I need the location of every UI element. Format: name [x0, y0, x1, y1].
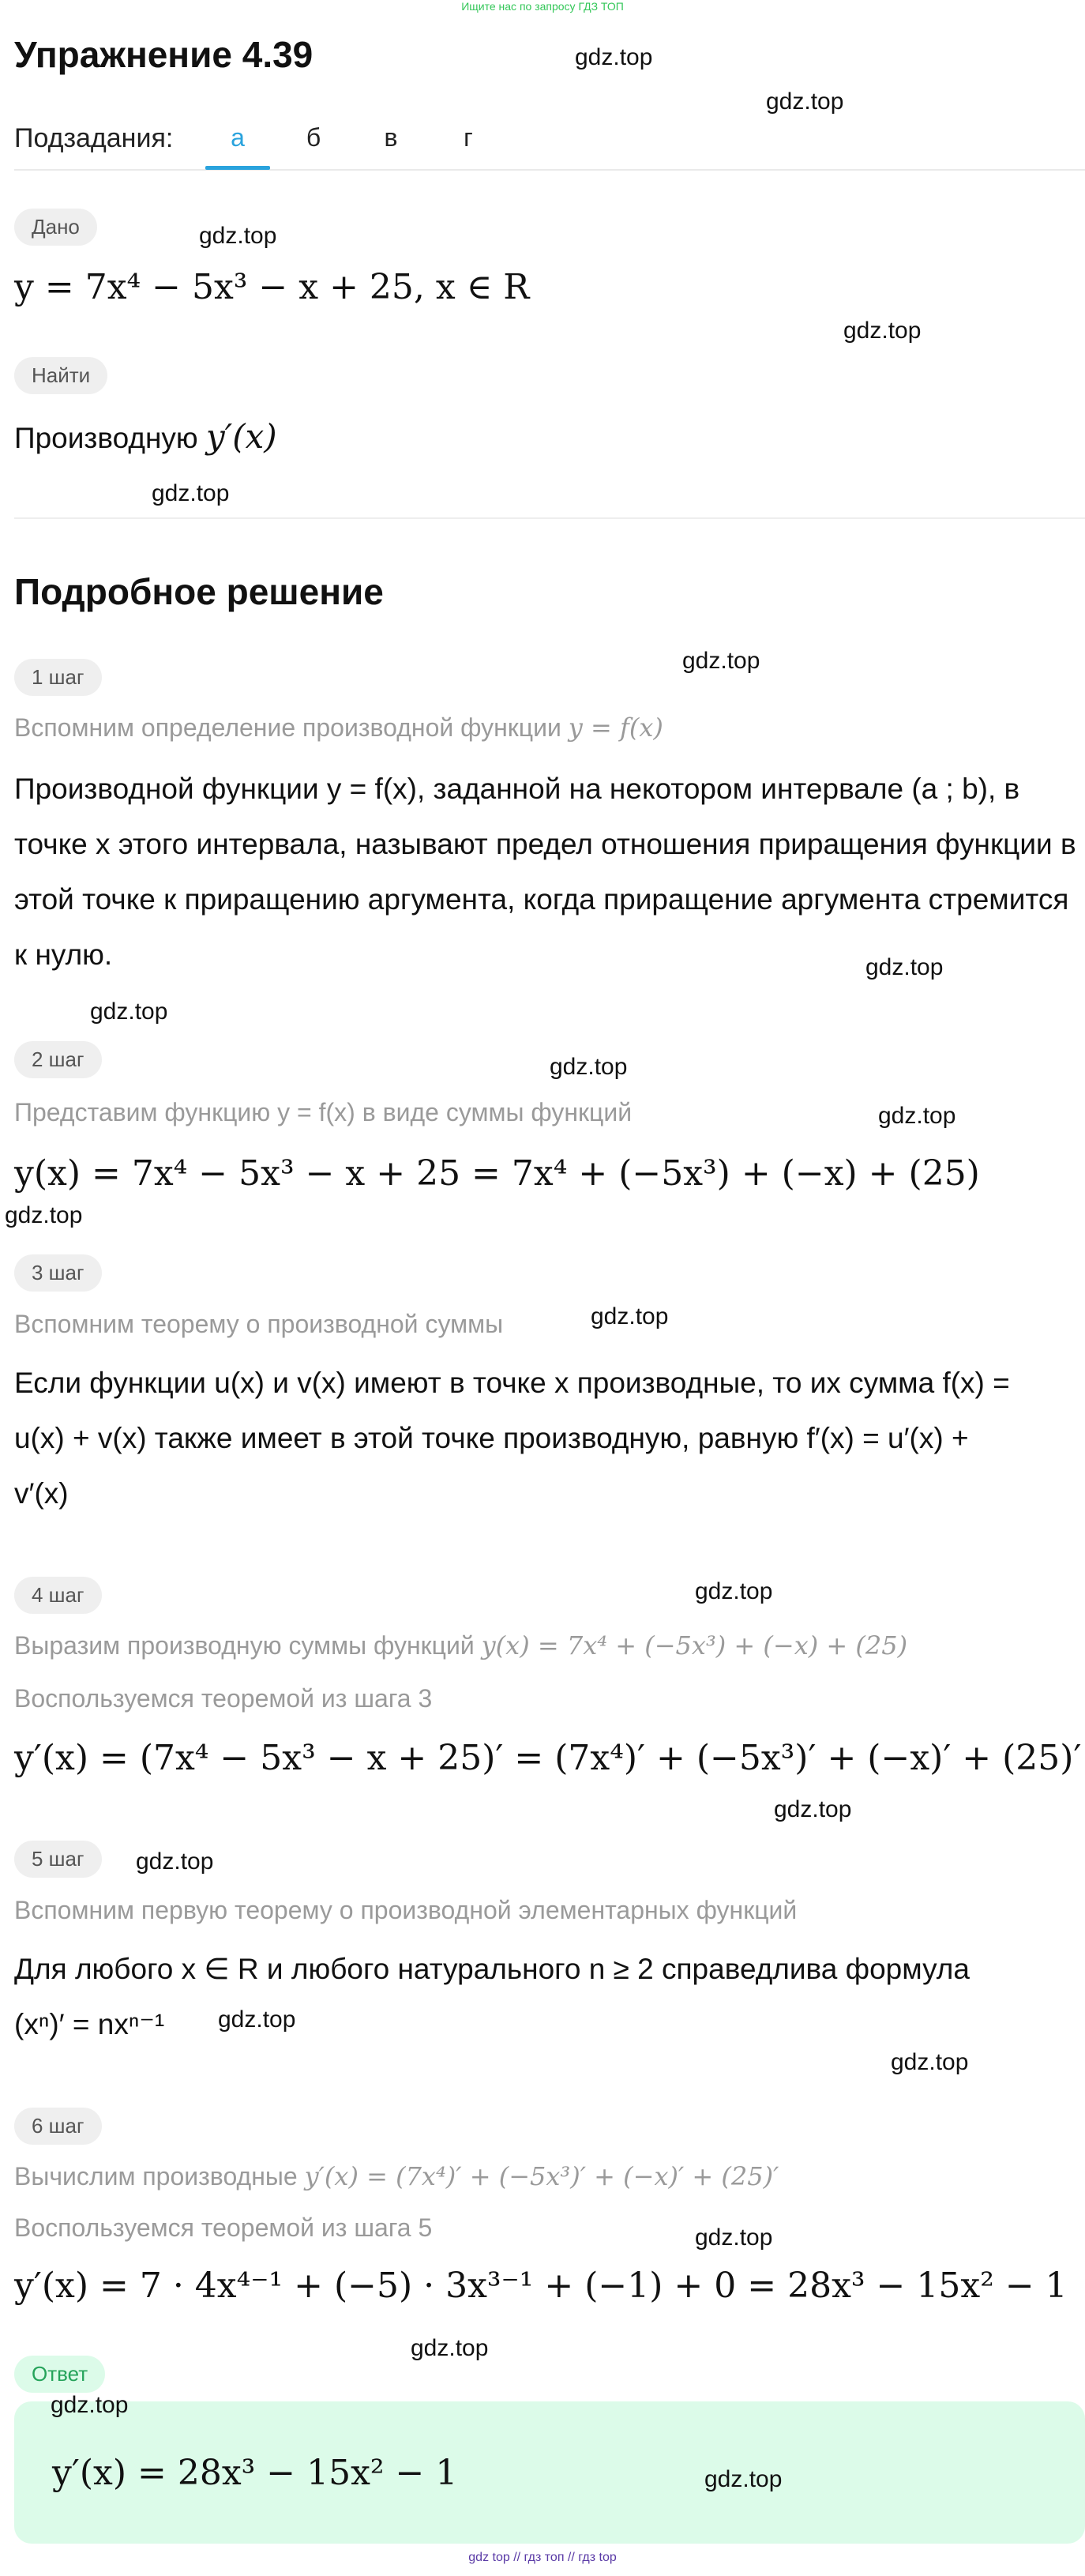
step-4-hint-2: Воспользуемся теоремой из шага 3 [14, 1684, 433, 1713]
tabs-divider [14, 169, 1085, 171]
step-6-hint: Вычислим производные y′(x) = (7x⁴)′ + (−5x³)′ + (−x)′ + (25)′ [14, 2161, 779, 2191]
given-expression: y = 7x⁴ − 5x³ − x + 25, x ∈ R [14, 267, 530, 307]
watermark: gdz.top [695, 1578, 773, 1604]
watermark: gdz.top [199, 223, 277, 249]
step-1-body: Производной функции y = f(x), заданной на некотором интервале (a ; b), в точке x этого интервала, называют предел отношения приращения функции в этой точке к приращению аргумента, когда приращение аргумента стремится к нулю. [14, 773, 1076, 971]
watermark: gdz.top [591, 1303, 669, 1329]
watermark: gdz.top [695, 2224, 773, 2251]
step-6-expression: y′(x) = 7 · 4x⁴⁻¹ + (−5) · 3x³⁻¹ + (−1) + 0 = 28x³ − 15x² − 1 [14, 2266, 1068, 2306]
step-5-label: 5 шаг [14, 1841, 102, 1878]
step-5-hint: Вспомним первую теорему о производной элементарных функций [14, 1896, 798, 1924]
step-6-hint-2: Воспользуемся теоремой из шага 5 [14, 2213, 433, 2242]
top-banner: Ищите нас по запросу ГДЗ ТОП [461, 0, 624, 13]
watermark: gdz.top [90, 998, 168, 1025]
watermark: gdz.top [136, 1848, 214, 1875]
step-1-label: 1 шаг [14, 659, 102, 696]
watermark: gdz.top [891, 2049, 969, 2075]
subtasks-label: Подзадания: [14, 123, 174, 153]
step-5-body: Для любого x ∈ R и любого натурального n ≥ 2 справедлива формула (xⁿ)′ = nxⁿ⁻¹ [14, 1953, 970, 2040]
watermark: gdz.top [704, 2466, 783, 2492]
tab-b[interactable]: б [306, 123, 321, 152]
step-6-label: 6 шаг [14, 2108, 102, 2145]
step-4-hint: Выразим производную суммы функций y(x) = 7x⁴ + (−5x³) + (−x) + (25) [14, 1630, 908, 1660]
divider [14, 517, 1085, 519]
watermark: gdz.top [5, 1202, 83, 1228]
step-3-label: 3 шаг [14, 1254, 102, 1292]
tab-g[interactable]: г [464, 123, 473, 152]
find-label: Найти [14, 357, 107, 394]
step-4-expression: y′(x) = (7x⁴ − 5x³ − x + 25)′ = (7x⁴)′ + (−5x³)′ + (−x)′ + (25)′ [14, 1738, 1082, 1778]
answer-label: Ответ [14, 2356, 105, 2393]
watermark: gdz.top [865, 954, 944, 980]
tab-v[interactable]: в [384, 123, 398, 152]
watermark: gdz.top [774, 1796, 852, 1822]
page-title: Упражнение 4.39 [14, 34, 313, 75]
step-3-hint: Вспомним теорему о производной суммы [14, 1310, 504, 1338]
step-1-hint: Вспомним определение производной функции y = f(x) [14, 713, 663, 743]
tab-a[interactable]: а [231, 123, 245, 152]
watermark: gdz.top [152, 480, 230, 506]
watermark: gdz.top [218, 2006, 296, 2033]
footer: gdz top // гдз топ // гдз top [468, 2551, 617, 2564]
step-2-expression: y(x) = 7x⁴ − 5x³ − x + 25 = 7x⁴ + (−5x³) + (−x) + (25) [14, 1153, 980, 1194]
given-label: Дано [14, 209, 97, 246]
watermark: gdz.top [51, 2392, 129, 2418]
step-2-hint: Представим функцию y = f(x) в виде суммы функций [14, 1098, 633, 1126]
watermark: gdz.top [878, 1103, 956, 1129]
answer-expression: y′(x) = 28x³ − 15x² − 1 [52, 2453, 458, 2493]
find-text: Производную y′(x) [14, 417, 277, 456]
active-tab-indicator [205, 166, 270, 170]
watermark: gdz.top [575, 44, 653, 70]
watermark: gdz.top [766, 88, 844, 115]
watermark: gdz.top [682, 648, 760, 674]
watermark: gdz.top [411, 2335, 489, 2361]
solution-title: Подробное решение [14, 571, 384, 612]
step-2-label: 2 шаг [14, 1041, 102, 1078]
step-3-body: Если функции u(x) и v(x) имеют в точке x производные, то их сумма f(x) = u(x) + v(x) также имеет в этой точке производную, равную f′(x) = u′(x) + v′(x) [14, 1367, 1010, 1510]
watermark: gdz.top [550, 1054, 628, 1080]
step-4-label: 4 шаг [14, 1577, 102, 1614]
watermark: gdz.top [843, 318, 922, 344]
